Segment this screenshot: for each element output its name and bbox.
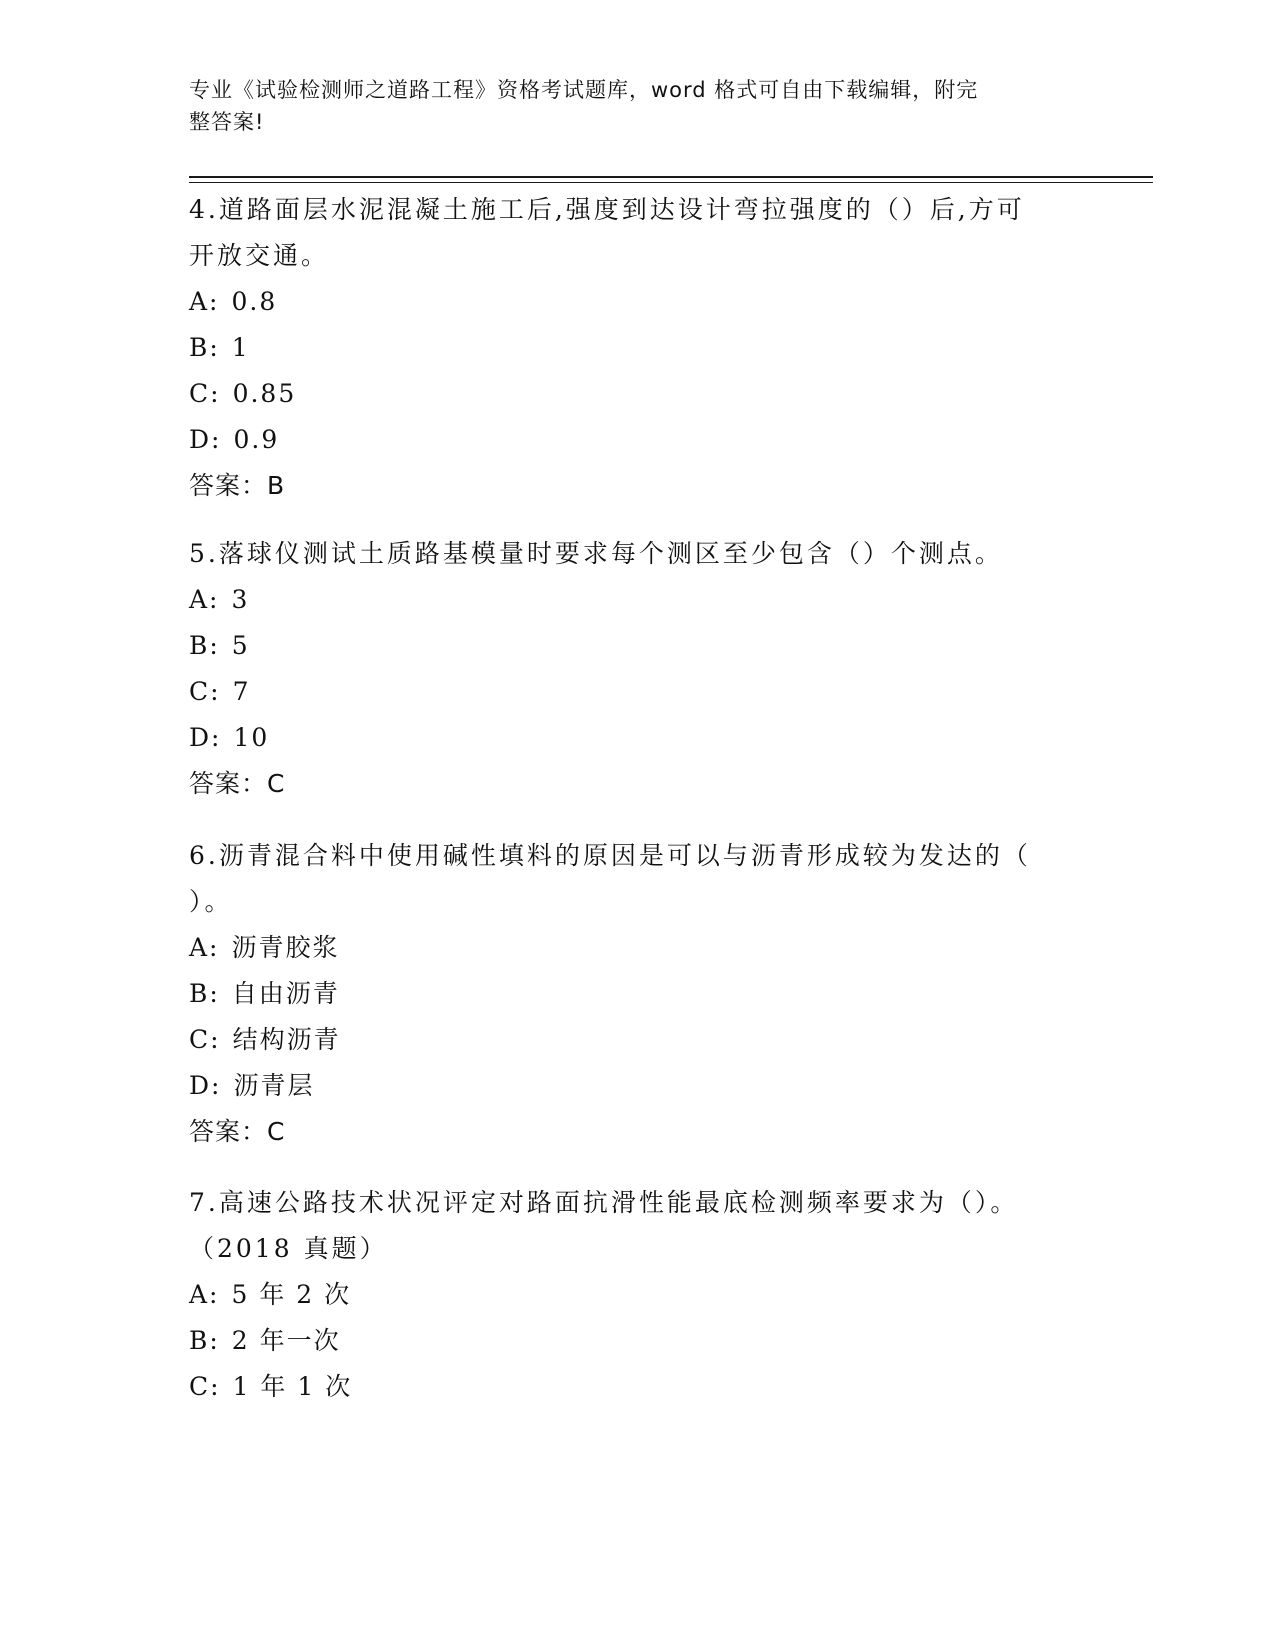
option-text: 7 [232,677,251,706]
option-key: B: [189,1326,220,1355]
option-text: 3 [231,585,250,614]
option-text: 5 年 2 次 [231,1280,352,1309]
question-stem-line-1: 5.落球仪测试土质路基模量时要求每个测区至少包含（）个测点。 [189,539,1003,568]
question-stem-line-2: ）。 [189,887,233,916]
option-c [189,371,1069,417]
option-key: C: [189,1025,221,1054]
option-text: 1 [231,333,250,362]
option-key: B: [189,979,220,1008]
option-a [189,925,1069,971]
option-c [189,1017,1069,1063]
answer-line: 答案：C [189,769,286,798]
option-text: 10 [233,723,270,752]
option-text: 1 年 1 次 [232,1372,353,1401]
option-key: C: [189,677,221,706]
question-stem [189,1180,1069,1272]
answer-line: 答案：C [189,1117,286,1146]
question-stem-line-1: 6.沥青混合料中使用碱性填料的原因是可以与沥青形成较为发达的（ [189,841,1031,870]
question-stem-line-2: （2018 真题） [189,1234,388,1263]
header-line-2: 整答案! [189,110,265,134]
option-key: B: [189,333,220,362]
option-d [189,715,1069,761]
option-d [189,417,1069,463]
answer-line: 答案：B [189,471,286,500]
document-header [189,74,1069,138]
option-text: 2 年一次 [231,1326,341,1355]
option-c [189,1364,1069,1410]
option-c [189,669,1069,715]
option-text: 沥青层 [233,1071,315,1100]
option-key: A: [189,585,220,614]
question-7 [189,1180,1069,1410]
question-5 [189,531,1069,807]
option-key: B: [189,631,220,660]
question-6 [189,833,1069,1155]
question-stem [189,187,1069,279]
option-text: 0.9 [233,425,280,454]
option-d [189,1063,1069,1109]
option-text: 结构沥青 [232,1025,341,1054]
option-a [189,279,1069,325]
option-b [189,1318,1069,1364]
option-key: D: [189,723,222,752]
option-text: 0.85 [232,379,297,408]
question-stem-line-1: 4.道路面层水泥混凝土施工后,强度到达设计弯拉强度的（）后,方可 [189,195,1025,224]
header-divider-thin [189,182,1153,183]
option-key: D: [189,425,222,454]
question-stem [189,531,1069,577]
option-key: A: [189,933,220,962]
question-stem-line-1: 7.高速公路技术状况评定对路面抗滑性能最底检测频率要求为（）。 [189,1188,1019,1217]
question-stem-line-2: 开放交通。 [189,241,330,270]
option-key: D: [189,1071,222,1100]
option-b [189,971,1069,1017]
option-text: 0.8 [231,287,278,316]
option-key: A: [189,1280,220,1309]
header-line-1: 专业《试验检测师之道路工程》资格考试题库，word 格式可自由下载编辑，附完 [189,78,979,102]
header-divider-thick [189,176,1153,178]
option-key: C: [189,1372,221,1401]
option-a [189,1272,1069,1318]
option-text: 沥青胶浆 [231,933,340,962]
question-stem [189,833,1069,925]
option-a [189,577,1069,623]
option-b [189,623,1069,669]
option-key: A: [189,287,220,316]
option-b [189,325,1069,371]
option-key: C: [189,379,221,408]
option-text: 5 [231,631,250,660]
option-text: 自由沥青 [231,979,340,1008]
question-4 [189,187,1069,509]
